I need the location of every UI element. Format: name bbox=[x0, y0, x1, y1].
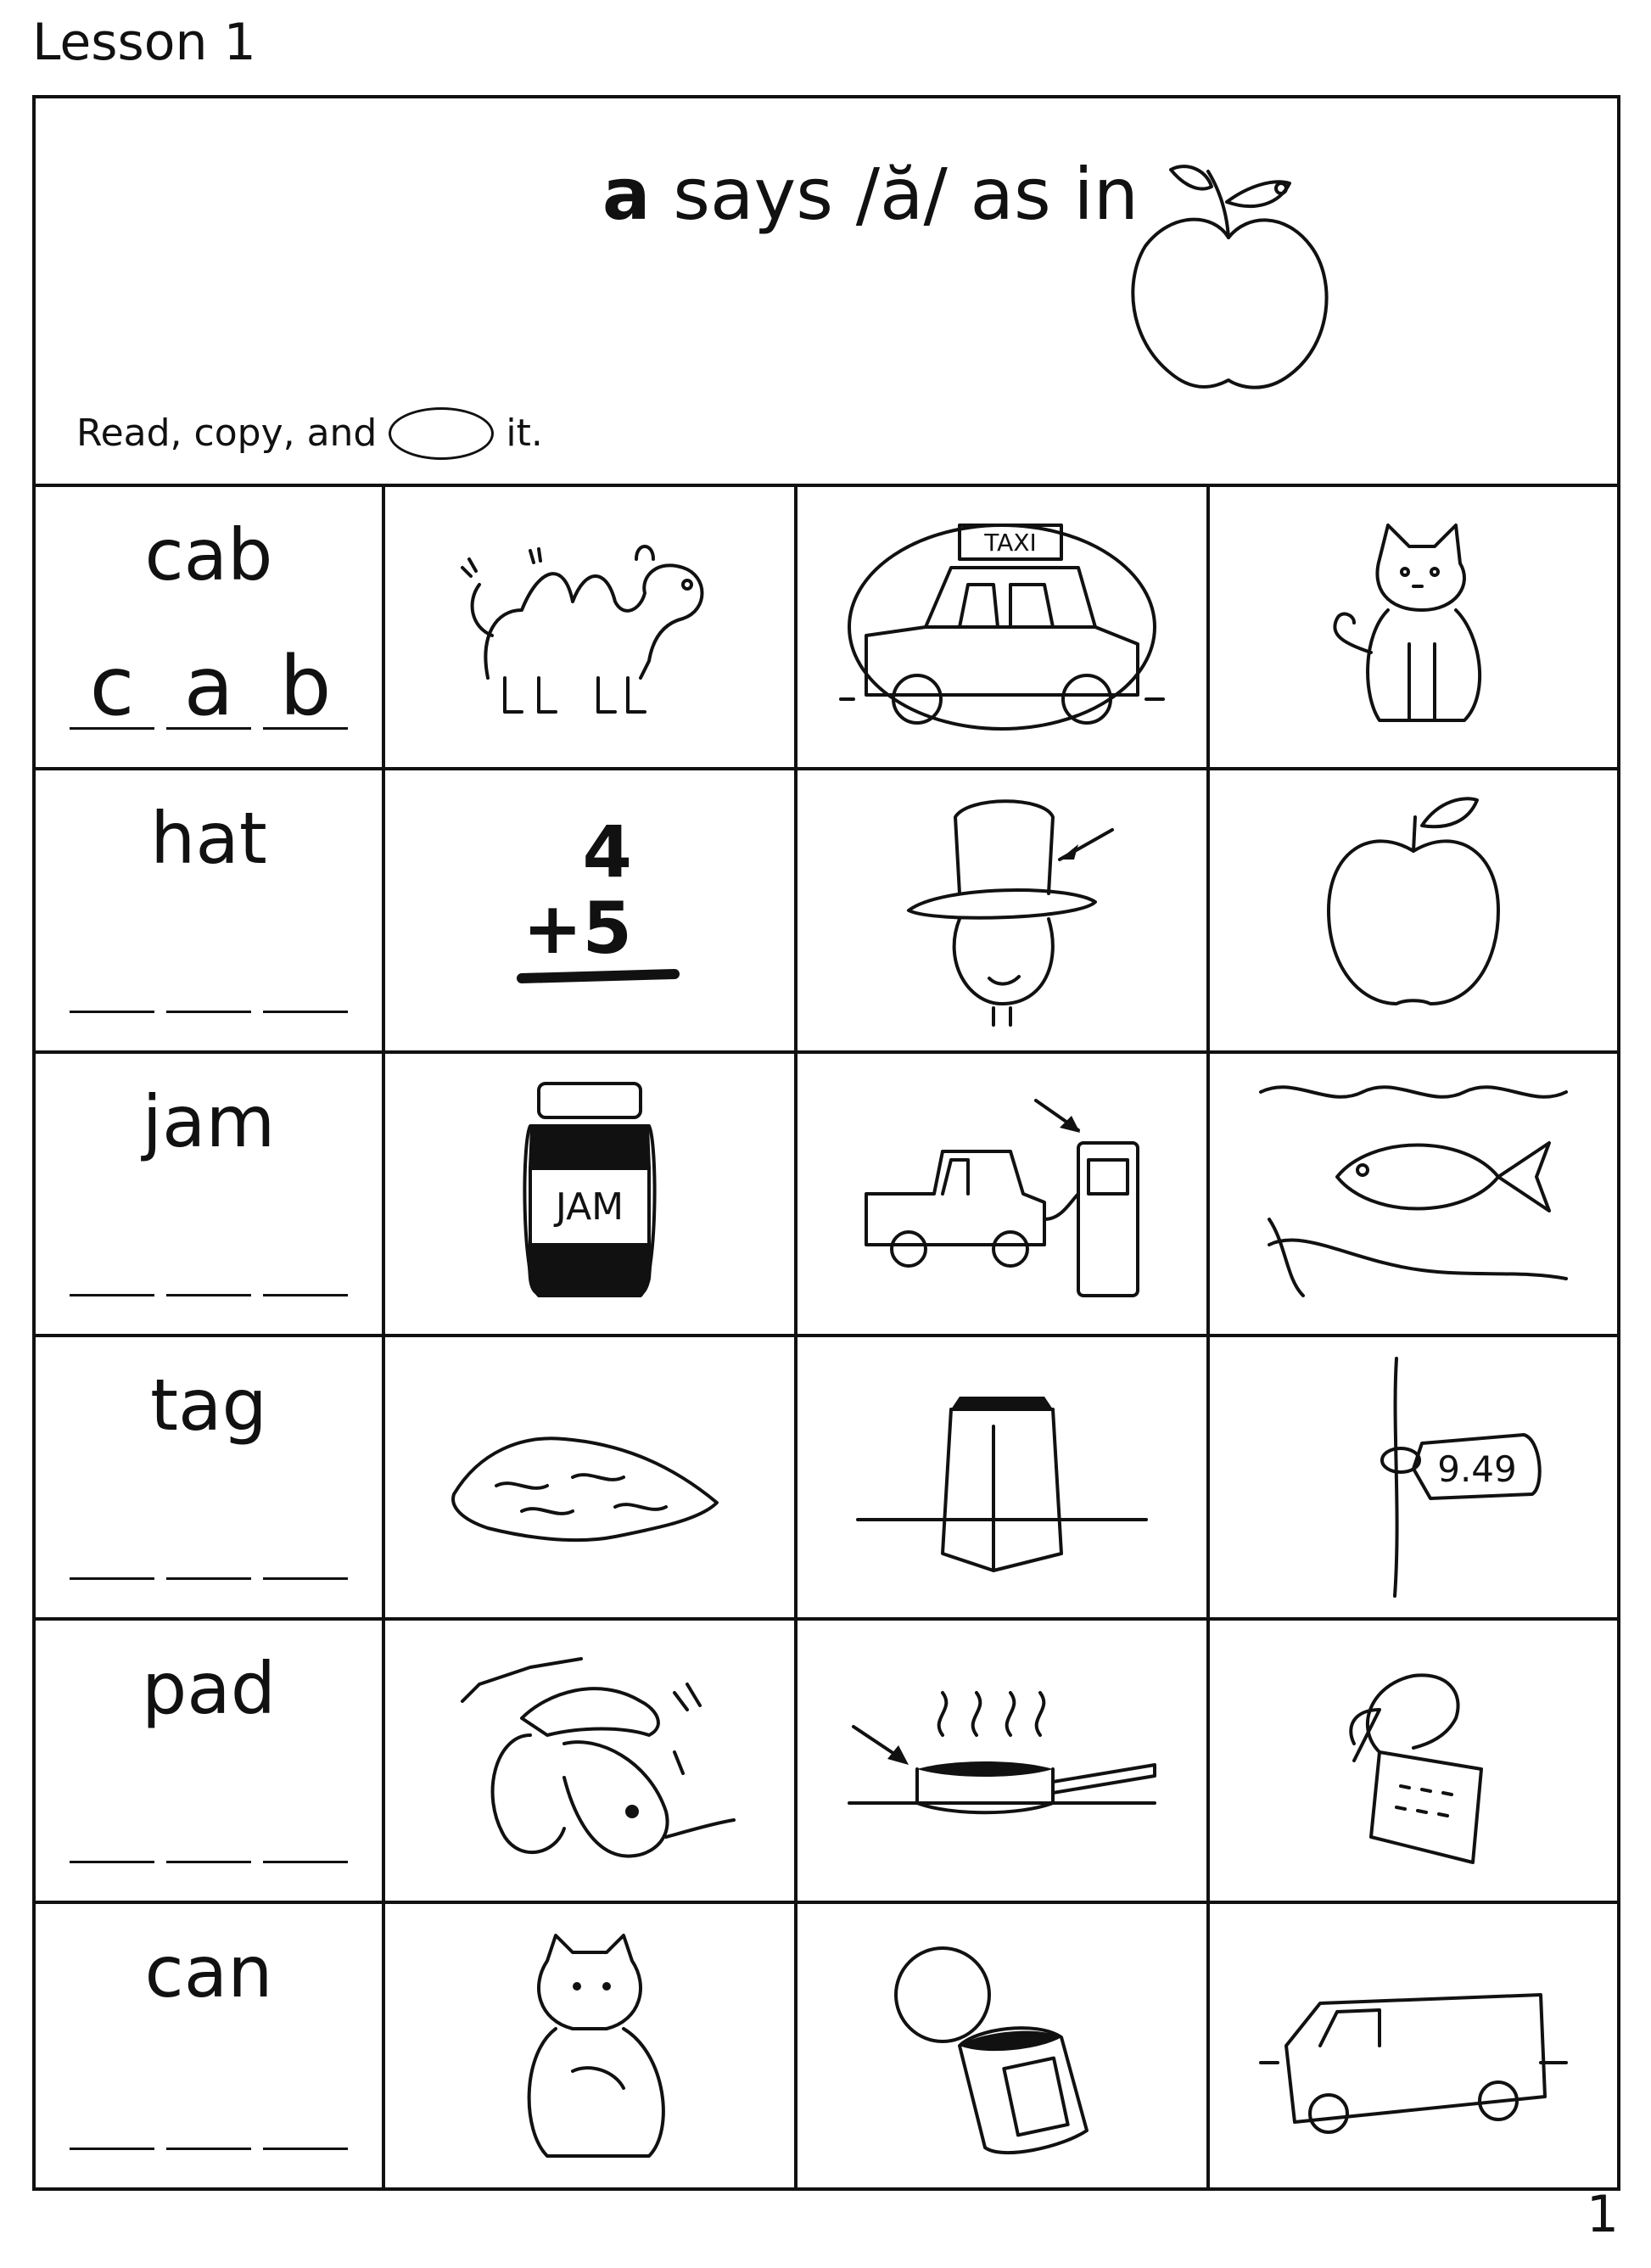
picture-cell[interactable] bbox=[1210, 1054, 1617, 1337]
worksheet bbox=[32, 95, 1620, 2191]
copy-blanks bbox=[70, 1784, 348, 1863]
copy-blank[interactable] bbox=[166, 1218, 251, 1296]
picture-cell[interactable] bbox=[798, 1337, 1210, 1621]
sum-top-text: 4 bbox=[582, 810, 632, 893]
bear-icon bbox=[428, 1927, 751, 2164]
word-cell-hat bbox=[36, 770, 385, 1054]
copy-blank[interactable] bbox=[70, 1501, 154, 1580]
instruction-text: Read, copy, and bbox=[76, 412, 378, 455]
picture-cell[interactable] bbox=[385, 1621, 798, 1904]
word-cell-tag bbox=[36, 1337, 385, 1621]
rug-icon bbox=[428, 1358, 751, 1596]
picture-cell[interactable] bbox=[798, 1054, 1210, 1337]
copy-blank[interactable] bbox=[166, 1784, 251, 1863]
camel-icon bbox=[428, 508, 751, 746]
frying-pan-icon bbox=[841, 1642, 1163, 1879]
copy-blanks bbox=[70, 1501, 348, 1580]
copy-blank[interactable]: b bbox=[263, 651, 348, 730]
jam-jar-icon bbox=[428, 1075, 751, 1313]
word-label: pad bbox=[141, 1647, 277, 1730]
taxi-sign-text: TAXI bbox=[984, 529, 1037, 557]
top-hat-icon bbox=[841, 792, 1163, 1029]
page-title bbox=[36, 148, 1139, 241]
title-text: says /ă/ as in bbox=[650, 153, 1139, 236]
instruction-end: it. bbox=[506, 412, 543, 455]
picture-cell[interactable] bbox=[798, 1621, 1210, 1904]
picture-cell[interactable] bbox=[1210, 770, 1617, 1054]
taxi-icon bbox=[841, 508, 1163, 746]
picture-cell[interactable] bbox=[1210, 1621, 1617, 1904]
car-at-gas-pump-icon bbox=[841, 1075, 1163, 1313]
picture-cell[interactable] bbox=[385, 1337, 798, 1621]
copy-blank[interactable] bbox=[70, 934, 154, 1013]
word-label: cab bbox=[144, 513, 273, 596]
apple-icon bbox=[1252, 792, 1575, 1029]
patting-dog-icon bbox=[428, 1642, 751, 1879]
picture-cell[interactable] bbox=[798, 487, 1210, 770]
word-cell-cab bbox=[36, 487, 385, 770]
jar-label-text: JAM bbox=[555, 1185, 624, 1229]
lesson-label: Lesson 1 bbox=[32, 13, 256, 72]
circle-icon bbox=[389, 407, 494, 460]
copy-blank[interactable] bbox=[70, 2071, 154, 2150]
copy-blank[interactable] bbox=[263, 2071, 348, 2150]
open-can-icon bbox=[841, 1927, 1163, 2164]
picture-cell[interactable] bbox=[1210, 1337, 1617, 1621]
picture-cell[interactable] bbox=[385, 1054, 798, 1337]
picture-cell[interactable] bbox=[385, 1904, 798, 2187]
page-number: 1 bbox=[1586, 2185, 1619, 2244]
picture-cell[interactable] bbox=[1210, 1904, 1617, 2187]
copy-blank[interactable] bbox=[166, 2071, 251, 2150]
picture-cell[interactable] bbox=[798, 770, 1210, 1054]
word-label: hat bbox=[150, 797, 267, 880]
word-cell-jam bbox=[36, 1054, 385, 1337]
price-text: 9.49 bbox=[1437, 1448, 1517, 1490]
picture-cell[interactable] bbox=[1210, 487, 1617, 770]
copy-blank[interactable] bbox=[263, 1784, 348, 1863]
copy-blank[interactable] bbox=[263, 1218, 348, 1296]
cat-icon bbox=[1252, 508, 1575, 746]
addition-problem-icon bbox=[428, 792, 751, 1029]
copy-blank[interactable] bbox=[263, 1501, 348, 1580]
copy-blanks bbox=[70, 934, 348, 1013]
price-tag-icon bbox=[1252, 1358, 1575, 1596]
copy-blank[interactable] bbox=[263, 934, 348, 1013]
copy-blanks bbox=[70, 639, 348, 734]
picture-cell[interactable] bbox=[385, 770, 798, 1054]
word-cell-pad bbox=[36, 1621, 385, 1904]
paper-bag-icon bbox=[841, 1358, 1163, 1596]
copy-blank[interactable]: a bbox=[166, 651, 251, 730]
copy-blank[interactable] bbox=[70, 1218, 154, 1296]
copy-blanks bbox=[70, 1218, 348, 1296]
apple-icon bbox=[1120, 153, 1340, 407]
word-cell-can bbox=[36, 1904, 385, 2187]
copy-blank[interactable]: c bbox=[70, 651, 154, 730]
copy-blank[interactable] bbox=[166, 934, 251, 1013]
sum-bottom-text: +5 bbox=[523, 887, 632, 970]
title-letter: a bbox=[602, 153, 651, 236]
fish-icon bbox=[1252, 1075, 1575, 1313]
van-icon bbox=[1252, 1927, 1575, 2164]
copy-blank[interactable] bbox=[70, 1784, 154, 1863]
copy-blanks bbox=[70, 2071, 348, 2150]
notepad-icon bbox=[1252, 1642, 1575, 1879]
instruction-line bbox=[76, 404, 543, 463]
worksheet-header bbox=[36, 98, 1617, 487]
word-label: jam bbox=[142, 1080, 276, 1163]
copy-blank[interactable] bbox=[166, 1501, 251, 1580]
word-label: can bbox=[144, 1930, 273, 2013]
word-label: tag bbox=[150, 1364, 267, 1447]
word-grid bbox=[36, 487, 1617, 2187]
picture-cell[interactable] bbox=[385, 487, 798, 770]
picture-cell[interactable] bbox=[798, 1904, 1210, 2187]
